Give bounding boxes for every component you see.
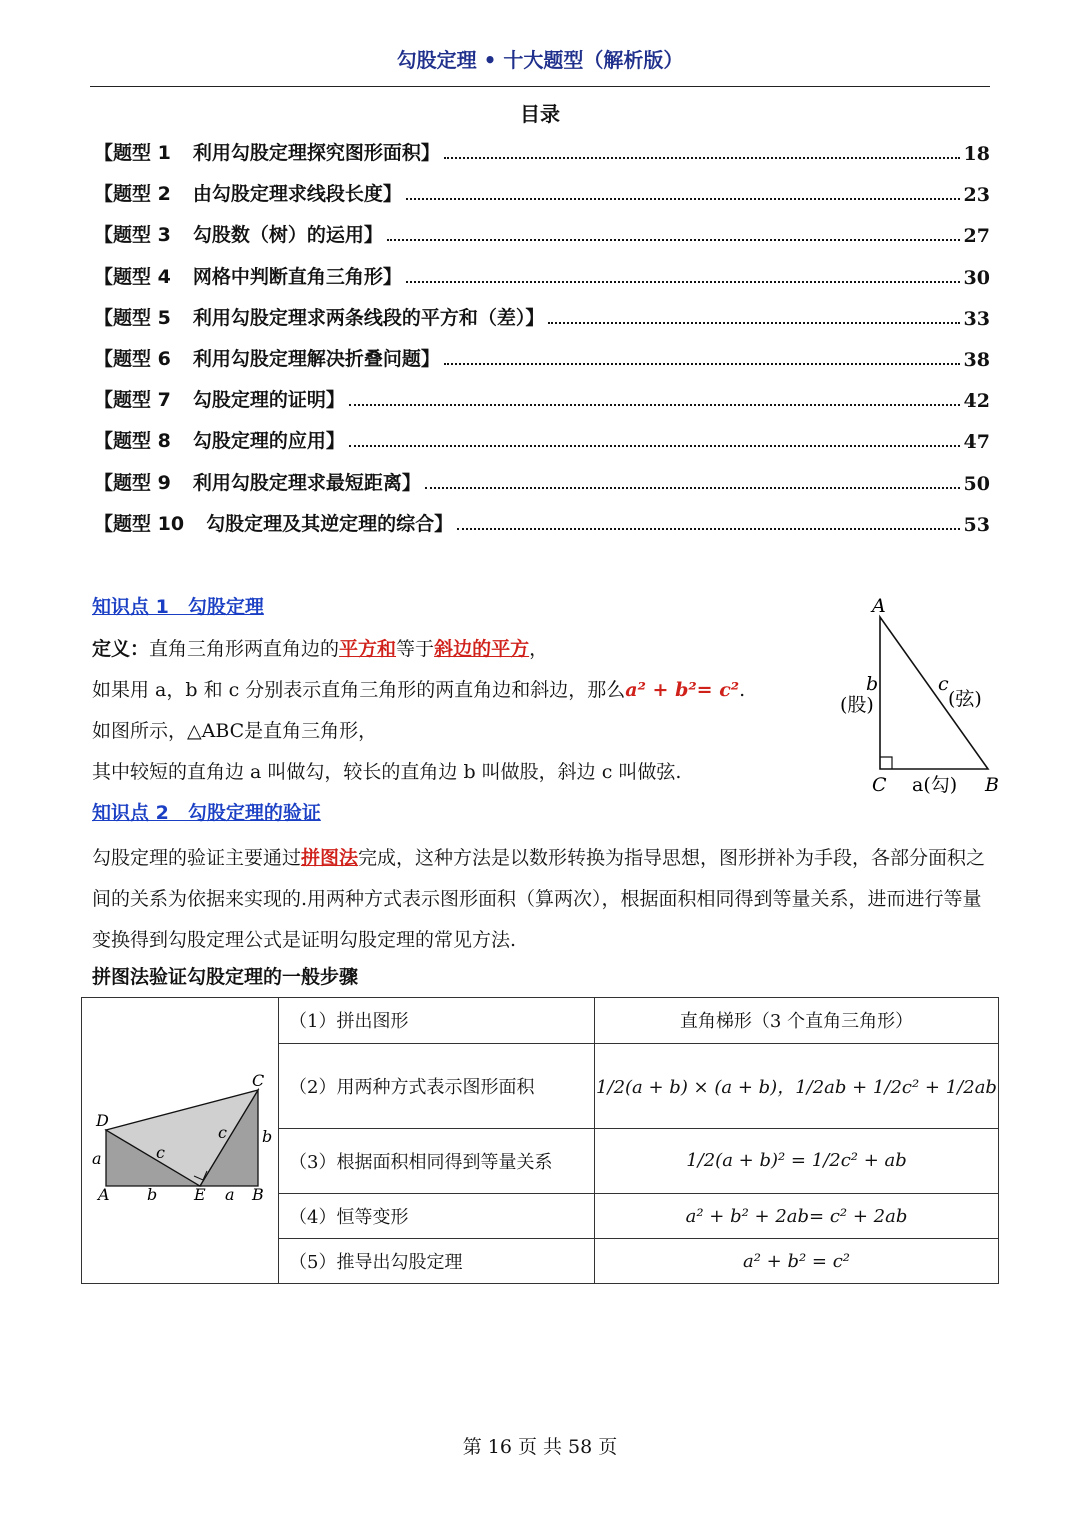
toc-entry-leader-dots — [406, 281, 960, 283]
toc-entry-leader-dots — [444, 157, 960, 159]
point-c-label: C — [252, 1071, 265, 1090]
toc-entry-number: 【题型 9 — [94, 471, 171, 494]
segment-a-bottom-label: a — [225, 1185, 235, 1204]
toc-entry-title: 利用勾股定理探究图形面积】 — [192, 142, 440, 164]
side-b-label: b — [866, 673, 879, 695]
toc-entry-page-number: 50 — [963, 472, 990, 495]
step-2-value: 1/2(a + b) × (a + b)，1/2ab + 1/2c² + 1/2ab — [595, 1043, 999, 1128]
side-b-gu-label: (股) — [840, 694, 874, 716]
right-angle-mark — [880, 757, 892, 769]
hypotenuse-c-label-2: c — [218, 1123, 227, 1142]
toc-entry-number: 【题型 8 — [94, 430, 171, 453]
trapezoid-figure — [82, 998, 278, 1278]
toc-entry-title: 利用勾股定理求最短距离】 — [192, 471, 421, 494]
figure-reference-line: 如图所示，△ABC是直角三角形， — [92, 720, 378, 742]
verification-paragraph — [92, 838, 992, 961]
toc-entry[interactable] — [94, 341, 990, 371]
segment-b-right-label: b — [262, 1127, 273, 1146]
vertex-b-label: B — [985, 774, 999, 796]
jigsaw-method-highlight: 拼图法 — [301, 847, 359, 869]
knowledge-point-1-title[interactable]: 知识点 1 勾股定理 — [92, 596, 264, 618]
toc-entry-page-number: 30 — [963, 266, 990, 289]
toc-entry[interactable] — [94, 217, 990, 247]
toc-entry-leader-dots — [457, 528, 959, 530]
page-header-title: 勾股定理 • 十大题型（解析版） — [396, 48, 684, 72]
definition-highlight-hypotenuse-square: 斜边的平方 — [434, 638, 530, 660]
toc-entry-title: 由勾股定理求线段长度】 — [192, 183, 402, 206]
toc-entry[interactable] — [94, 259, 990, 289]
toc-entry-leader-dots — [548, 322, 959, 324]
toc-entry-page-number: 53 — [963, 513, 990, 536]
toc-entry[interactable] — [94, 300, 990, 330]
side-a-gou-label: a(勾) — [912, 774, 958, 796]
definition-end: ， — [529, 638, 549, 660]
page-footer: 第 16 页 共 58 页 — [462, 1436, 618, 1458]
toc-entry-leader-dots — [425, 487, 960, 489]
toc-entry-title: 勾股数（树）的运用】 — [192, 224, 383, 247]
side-c-xian-label: (弦) — [948, 688, 982, 710]
point-b-label: B — [252, 1185, 264, 1204]
toc-entry-leader-dots — [406, 198, 960, 200]
step-5-value: a² + b² = c² — [595, 1239, 999, 1284]
toc-entry[interactable] — [94, 382, 990, 412]
toc-title: 目录 — [520, 102, 560, 126]
toc-entry[interactable] — [94, 135, 990, 165]
point-a-label: A — [98, 1185, 110, 1204]
step-2-label: （2）用两种方式表示图形面积 — [279, 1043, 595, 1128]
toc-entry-page-number: 18 — [963, 143, 990, 165]
point-e-label: E — [194, 1185, 206, 1204]
definition-label: 定义： — [92, 638, 150, 660]
step-1-label: （1）拼出图形 — [279, 998, 595, 1044]
toc-entry[interactable] — [94, 465, 990, 495]
steps-title: 拼图法验证勾股定理的一般步骤 — [92, 966, 359, 988]
step-4-value: a² + b² + 2ab= c² + 2ab — [595, 1193, 999, 1239]
side-c-label: c — [938, 673, 949, 695]
toc-entry[interactable] — [94, 506, 990, 536]
toc-entry-page-number: 33 — [963, 307, 990, 330]
toc-entry-page-number: 42 — [963, 390, 990, 413]
right-triangle-figure — [830, 595, 1010, 800]
definition-text-2: 等于 — [396, 638, 435, 660]
definition-highlight-sum-of-squares: 平方和 — [339, 638, 397, 660]
toc-entry-leader-dots — [349, 404, 960, 406]
header-divider — [90, 86, 990, 87]
toc-entry-number: 【题型 10 — [94, 512, 185, 535]
toc-entry-page-number: 23 — [963, 184, 990, 207]
toc-entry-title: 网格中判断直角三角形】 — [192, 265, 402, 288]
definition-line — [92, 634, 548, 661]
toc-entry-title: 利用勾股定理解决折叠问题】 — [192, 348, 440, 370]
paragraph-text-2: 完成，这种方法是以数形转换为指导思想，图形拼补为手段，各部分面积之间的关系为依据来实现的.用两种方式表示图形面积（算两次），根据面积相同得到等量关系，进而进行等量变换得到勾股定理公式是证明勾股定理的常见方法. — [92, 847, 986, 951]
toc-entry-page-number: 47 — [963, 431, 990, 454]
segment-a-left-label: a — [92, 1149, 102, 1168]
toc-entry[interactable] — [94, 176, 990, 206]
step-5-label: （5）推导出勾股定理 — [279, 1239, 595, 1284]
terminology-line: 其中较短的直角边 a 叫做勾，较长的直角边 b 叫做股，斜边 c 叫做弦. — [92, 761, 682, 783]
toc-entry-number: 【题型 3 — [94, 224, 171, 247]
step-3-value: 1/2(a + b)² = 1/2c² + ab — [595, 1128, 999, 1193]
vertex-c-label: C — [872, 774, 887, 796]
step-4-label: （4）恒等变形 — [279, 1193, 595, 1239]
step-1-value: 直角梯形（3 个直角三角形） — [595, 998, 999, 1044]
step-3-label: （3）根据面积相同得到等量关系 — [279, 1128, 595, 1193]
toc-entry-page-number: 38 — [963, 349, 990, 371]
toc-entry-number: 【题型 2 — [94, 183, 171, 206]
toc-entry-title: 勾股定理的证明】 — [192, 389, 345, 412]
formula-intro-text: 如果用 a，b 和 c 分别表示直角三角形的两直角边和斜边，那么 — [92, 679, 626, 701]
trapezoid-figure-cell — [82, 998, 279, 1284]
formula-end: . — [739, 679, 746, 701]
vertex-a-label: A — [872, 595, 886, 617]
steps-table — [81, 997, 999, 1284]
toc-entry[interactable] — [94, 423, 990, 453]
point-d-label: D — [96, 1111, 109, 1130]
toc-entry-leader-dots — [349, 445, 960, 447]
toc-entry-title: 勾股定理的应用】 — [192, 430, 345, 453]
toc-entry-number: 【题型 5 — [94, 306, 171, 329]
definition-text-1: 直角三角形两直角边的 — [149, 638, 340, 660]
pythagorean-formula: a² + b²= c² — [625, 679, 740, 701]
toc-entry-leader-dots — [444, 363, 960, 365]
toc-entry-leader-dots — [387, 239, 960, 241]
hypotenuse-c-label-1: c — [156, 1143, 165, 1162]
knowledge-point-2-title[interactable]: 知识点 2 勾股定理的验证 — [92, 802, 321, 824]
toc-entry-number: 【题型 1 — [94, 142, 171, 164]
paragraph-text-1: 勾股定理的验证主要通过 — [92, 847, 302, 869]
toc-entry-number: 【题型 6 — [94, 348, 171, 370]
segment-b-bottom-label: b — [147, 1185, 158, 1204]
toc-entry-title: 利用勾股定理求两条线段的平方和（差）】 — [192, 306, 545, 329]
toc-entry-number: 【题型 4 — [94, 265, 171, 288]
formula-line — [92, 675, 745, 702]
toc-entry-page-number: 27 — [963, 225, 990, 248]
toc-entry-number: 【题型 7 — [94, 389, 171, 412]
toc-entry-title: 勾股定理及其逆定理的综合】 — [206, 512, 454, 535]
